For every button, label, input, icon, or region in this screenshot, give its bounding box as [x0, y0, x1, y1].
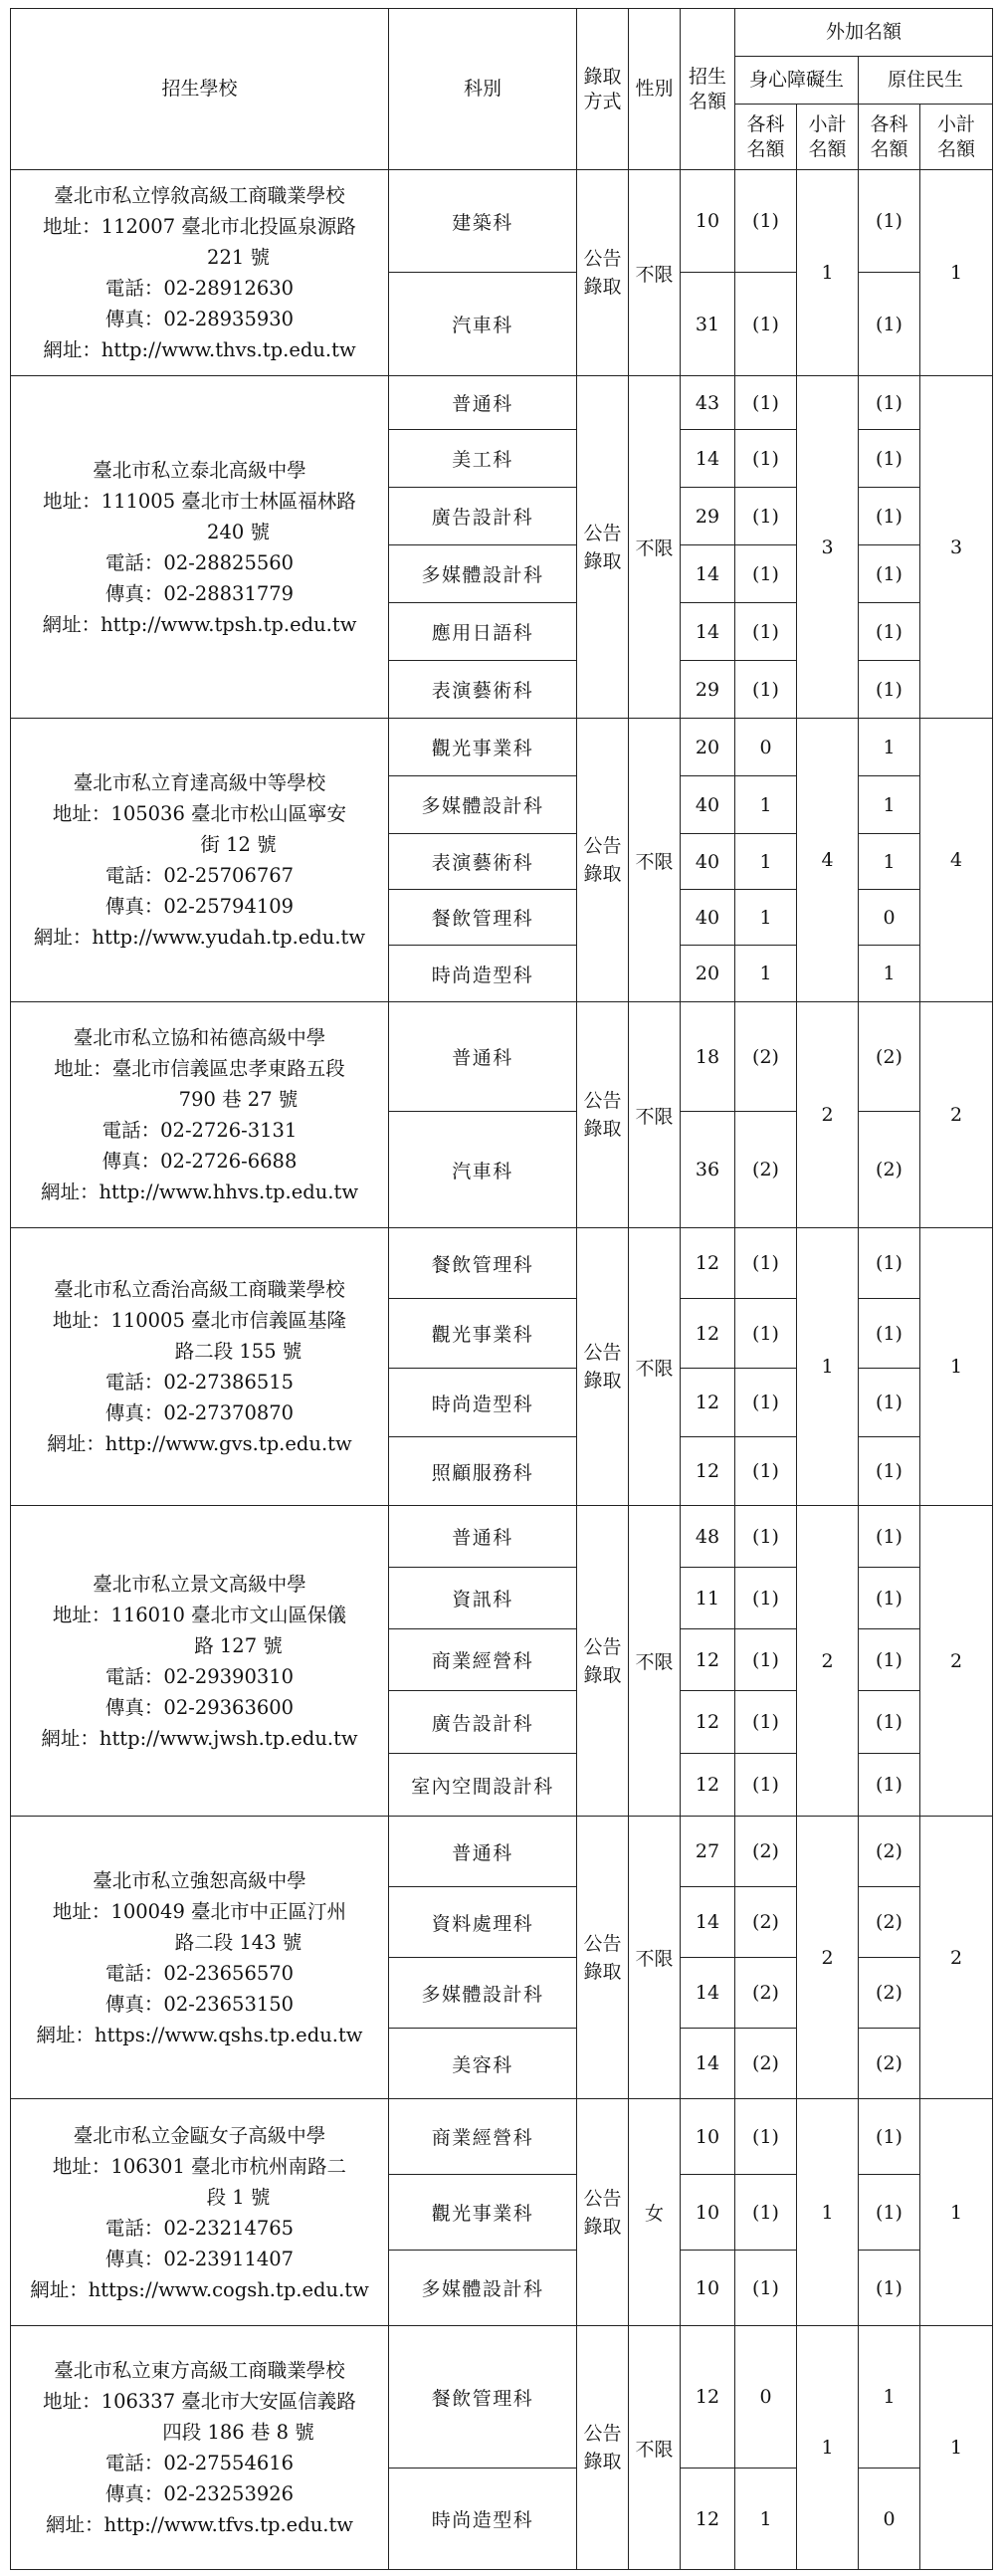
indigenous-quota: 0 — [859, 890, 920, 946]
indigenous-subtotal: 1 — [920, 2099, 993, 2326]
school-phone: 電話：02-2726-3131 — [101, 1119, 298, 1142]
school-fax: 傳真：02-28831779 — [104, 581, 295, 605]
dept-name: 多媒體設計科 — [389, 776, 577, 834]
indigenous-quota: (1) — [859, 1437, 920, 1506]
indigenous-quota: (1) — [859, 1754, 920, 1817]
school-info — [11, 1506, 389, 1817]
header-ind-subtotal: 小計 名額 — [920, 105, 993, 170]
school-website: 網址：http://www.tfvs.tp.edu.tw — [46, 2513, 353, 2536]
header-indigenous: 原住民生 — [859, 57, 993, 105]
quota: 12 — [681, 1691, 735, 1754]
table-row — [11, 2326, 993, 2469]
quota: 12 — [681, 1369, 735, 1437]
disabled-quota: 0 — [735, 2326, 797, 2469]
school-fax: 傳真：02-23253926 — [104, 2482, 295, 2505]
school-phone: 電話：02-23214765 — [104, 2216, 295, 2240]
school-address: 地址：臺北市信義區忠孝東路五段 — [54, 1057, 345, 1080]
disabled-quota: (2) — [735, 1887, 797, 1958]
indigenous-quota: (1) — [859, 1299, 920, 1369]
quota: 40 — [681, 834, 735, 890]
school-address-cont: 四段 186 巷 8 號 — [162, 2421, 314, 2444]
disabled-subtotal: 3 — [797, 376, 859, 719]
school-info — [11, 719, 389, 1002]
gender: 不限 — [629, 1817, 681, 2099]
quota: 14 — [681, 1958, 735, 2029]
school-info — [11, 1228, 389, 1506]
school-name: 臺北市私立喬治高級工商職業學校 — [54, 1278, 345, 1301]
school-address: 地址：100049 臺北市中正區汀州 — [52, 1899, 347, 1923]
school-website: 網址：https://www.cogsh.tp.edu.tw — [30, 2277, 369, 2301]
indigenous-quota: (1) — [859, 661, 920, 719]
school-fax: 傳真：02-29363600 — [104, 1695, 295, 1719]
indigenous-quota: (1) — [859, 1629, 920, 1691]
table-row — [11, 170, 993, 273]
quota: 11 — [681, 1568, 735, 1629]
disabled-quota: (1) — [735, 1568, 797, 1629]
table-row — [11, 1817, 993, 1887]
quota: 29 — [681, 661, 735, 719]
header-quota: 招生 名額 — [681, 9, 735, 170]
dept-name: 餐飲管理科 — [389, 1228, 577, 1299]
dept-name: 資訊科 — [389, 1568, 577, 1629]
dept-name: 餐飲管理科 — [389, 2326, 577, 2469]
quota: 12 — [681, 1228, 735, 1299]
school-address-cont: 路二段 155 號 — [174, 1340, 302, 1363]
gender: 不限 — [629, 376, 681, 719]
quota: 14 — [681, 2029, 735, 2099]
dept-name: 時尚造型科 — [389, 2469, 577, 2570]
admission-method: 公告 錄取 — [577, 1228, 629, 1506]
disabled-quota: (2) — [735, 1817, 797, 1887]
indigenous-quota: (1) — [859, 376, 920, 430]
indigenous-quota: 1 — [859, 834, 920, 890]
header-dept: 科別 — [389, 9, 577, 170]
table-row — [11, 1506, 993, 1568]
school-fax: 傳真：02-23911407 — [104, 2247, 295, 2270]
school-phone: 電話：02-28825560 — [104, 550, 295, 574]
quota: 20 — [681, 946, 735, 1002]
dept-name: 多媒體設計科 — [389, 545, 577, 603]
school-phone: 電話：02-27554616 — [104, 2452, 295, 2474]
dept-name: 汽車科 — [389, 273, 577, 376]
disabled-quota: (1) — [735, 2251, 797, 2326]
disabled-quota: (1) — [735, 2099, 797, 2175]
indigenous-quota: (2) — [859, 1817, 920, 1887]
school-info — [11, 1002, 389, 1228]
disabled-quota: (2) — [735, 1112, 797, 1228]
indigenous-quota: (2) — [859, 1002, 920, 1112]
indigenous-quota: (2) — [859, 2029, 920, 2099]
indigenous-quota: (2) — [859, 1887, 920, 1958]
school-address-cont: 街 12 號 — [200, 833, 277, 856]
quota: 18 — [681, 1002, 735, 1112]
quota: 40 — [681, 776, 735, 834]
school-website: 網址：http://www.hhvs.tp.edu.tw — [40, 1181, 359, 1203]
disabled-quota: (1) — [735, 273, 797, 376]
school-fax: 傳真：02-23653150 — [104, 1992, 295, 2016]
school-fax: 傳真：02-28935930 — [104, 308, 295, 330]
school-fax: 傳真：02-2726-6688 — [101, 1150, 298, 1173]
disabled-quota: (1) — [735, 1691, 797, 1754]
admission-method: 公告 錄取 — [577, 1506, 629, 1817]
dept-name: 商業經營科 — [389, 1629, 577, 1691]
indigenous-quota: (2) — [859, 1112, 920, 1228]
table-row — [11, 719, 993, 776]
quota: 12 — [681, 1629, 735, 1691]
dept-name: 時尚造型科 — [389, 946, 577, 1002]
disabled-quota: (1) — [735, 2175, 797, 2251]
admission-table — [10, 8, 993, 2570]
dept-name: 表演藝術科 — [389, 661, 577, 719]
school-info — [11, 2099, 389, 2326]
indigenous-quota: (1) — [859, 545, 920, 603]
school-address: 地址：111005 臺北市士林區福林路 — [43, 489, 356, 513]
dept-name: 汽車科 — [389, 1112, 577, 1228]
dept-name: 商業經營科 — [389, 2099, 577, 2175]
school-address: 地址：105036 臺北市松山區寧安 — [52, 802, 347, 825]
quota: 10 — [681, 2175, 735, 2251]
indigenous-quota: 1 — [859, 2326, 920, 2469]
quota: 14 — [681, 603, 735, 661]
indigenous-subtotal: 1 — [920, 170, 993, 376]
disabled-quota: (1) — [735, 1754, 797, 1817]
dept-name: 普通科 — [389, 1002, 577, 1112]
disabled-quota: (1) — [735, 170, 797, 273]
admission-method: 公告 錄取 — [577, 2099, 629, 2326]
school-info — [11, 1817, 389, 2099]
disabled-subtotal: 1 — [797, 2326, 859, 2570]
admission-method: 公告 錄取 — [577, 2326, 629, 2570]
dept-name: 表演藝術科 — [389, 834, 577, 890]
school-website: 網址：http://www.tpsh.tp.edu.tw — [42, 612, 357, 636]
disabled-quota: (2) — [735, 1958, 797, 2029]
dept-name: 餐飲管理科 — [389, 890, 577, 946]
school-phone: 電話：02-28912630 — [104, 277, 295, 300]
header-gender: 性別 — [629, 9, 681, 170]
school-info — [11, 376, 389, 719]
school-phone: 電話：02-27386515 — [104, 1371, 295, 1394]
indigenous-quota: (1) — [859, 2099, 920, 2175]
disabled-quota: (1) — [735, 1506, 797, 1568]
quota: 36 — [681, 1112, 735, 1228]
school-address-cont: 段 1 號 — [206, 2185, 271, 2209]
dept-name: 廣告設計科 — [389, 488, 577, 545]
disabled-quota: (1) — [735, 430, 797, 488]
quota: 12 — [681, 1299, 735, 1369]
dept-name: 普通科 — [389, 1817, 577, 1887]
school-address: 地址：110005 臺北市信義區基隆 — [52, 1309, 347, 1332]
school-website: 網址：http://www.thvs.tp.edu.tw — [43, 338, 356, 361]
dept-name: 多媒體設計科 — [389, 1958, 577, 2029]
indigenous-quota: (1) — [859, 1369, 920, 1437]
header-method: 錄取 方式 — [577, 9, 629, 170]
dept-name: 照顧服務科 — [389, 1437, 577, 1506]
disabled-quota: (2) — [735, 1002, 797, 1112]
quota: 43 — [681, 376, 735, 430]
dept-name: 多媒體設計科 — [389, 2251, 577, 2326]
disabled-quota: (1) — [735, 1437, 797, 1506]
school-address-cont: 路 127 號 — [194, 1633, 283, 1657]
indigenous-quota: (2) — [859, 1958, 920, 2029]
header-extra: 外加名額 — [735, 9, 993, 57]
indigenous-quota: (1) — [859, 488, 920, 545]
admission-method: 公告 錄取 — [577, 1002, 629, 1228]
header-dis-subtotal: 小計 名額 — [797, 105, 859, 170]
school-phone: 電話：02-23656570 — [104, 1961, 295, 1985]
disabled-quota: 1 — [735, 776, 797, 834]
school-name: 臺北市私立景文高級中學 — [93, 1572, 306, 1596]
quota: 10 — [681, 170, 735, 273]
table-row — [11, 1228, 993, 1299]
quota: 12 — [681, 1754, 735, 1817]
school-website: 網址：http://www.jwsh.tp.edu.tw — [41, 1726, 358, 1750]
dept-name: 觀光事業科 — [389, 719, 577, 776]
indigenous-subtotal: 4 — [920, 719, 993, 1002]
indigenous-quota: (1) — [859, 430, 920, 488]
indigenous-quota: (1) — [859, 2175, 920, 2251]
disabled-subtotal: 2 — [797, 1817, 859, 2099]
school-address: 地址：106337 臺北市大安區信義路 — [43, 2390, 356, 2413]
dept-name: 美容科 — [389, 2029, 577, 2099]
quota: 14 — [681, 1887, 735, 1958]
gender: 不限 — [629, 1506, 681, 1817]
quota: 20 — [681, 719, 735, 776]
indigenous-quota: 1 — [859, 776, 920, 834]
quota: 12 — [681, 1437, 735, 1506]
dept-name: 室內空間設計科 — [389, 1754, 577, 1817]
school-address-cont: 路二段 143 號 — [174, 1930, 302, 1954]
admission-method: 公告 錄取 — [577, 170, 629, 376]
school-info — [11, 170, 389, 376]
quota: 14 — [681, 430, 735, 488]
indigenous-quota: (1) — [859, 1691, 920, 1754]
dept-name: 應用日語科 — [389, 603, 577, 661]
school-website: 網址：http://www.gvs.tp.edu.tw — [47, 1432, 352, 1455]
quota: 10 — [681, 2251, 735, 2326]
school-name: 臺北市私立金甌女子高級中學 — [73, 2123, 326, 2147]
quota: 40 — [681, 890, 735, 946]
gender: 不限 — [629, 719, 681, 1002]
disabled-quota: (1) — [735, 488, 797, 545]
disabled-quota: (1) — [735, 1369, 797, 1437]
gender: 女 — [629, 2099, 681, 2326]
indigenous-subtotal: 1 — [920, 1228, 993, 1506]
disabled-quota: (1) — [735, 1629, 797, 1691]
school-name: 臺北市私立東方高級工商職業學校 — [54, 2359, 345, 2382]
quota: 31 — [681, 273, 735, 376]
disabled-quota: 0 — [735, 719, 797, 776]
disabled-subtotal: 1 — [797, 170, 859, 376]
gender: 不限 — [629, 2326, 681, 2570]
school-name: 臺北市私立育達高級中等學校 — [73, 771, 326, 794]
quota: 12 — [681, 2326, 735, 2469]
admission-method: 公告 錄取 — [577, 719, 629, 1002]
gender: 不限 — [629, 1002, 681, 1228]
school-info — [11, 2326, 389, 2570]
gender: 不限 — [629, 170, 681, 376]
table-row — [11, 2099, 993, 2175]
school-website: 網址：http://www.yudah.tp.edu.tw — [33, 926, 366, 949]
dept-name: 觀光事業科 — [389, 1299, 577, 1369]
indigenous-subtotal: 2 — [920, 1002, 993, 1228]
disabled-quota: (1) — [735, 1299, 797, 1369]
disabled-quota: (1) — [735, 603, 797, 661]
dept-name: 觀光事業科 — [389, 2175, 577, 2251]
header-school: 招生學校 — [11, 9, 389, 170]
disabled-quota: (2) — [735, 2029, 797, 2099]
indigenous-quota: (1) — [859, 273, 920, 376]
indigenous-quota: (1) — [859, 1568, 920, 1629]
table-header — [11, 9, 993, 170]
dept-name: 資料處理科 — [389, 1887, 577, 1958]
header-disabled: 身心障礙生 — [735, 57, 859, 105]
disabled-quota: (1) — [735, 376, 797, 430]
quota: 27 — [681, 1817, 735, 1887]
table-row — [11, 376, 993, 430]
dept-name: 時尚造型科 — [389, 1369, 577, 1437]
school-address-cont: 221 號 — [207, 246, 270, 269]
header-ind-each: 各科 名額 — [859, 105, 920, 170]
indigenous-quota: (1) — [859, 1228, 920, 1299]
table-row — [11, 1002, 993, 1112]
dept-name: 美工科 — [389, 430, 577, 488]
school-website: 網址：https://www.qshs.tp.edu.tw — [36, 2023, 363, 2046]
dept-name: 普通科 — [389, 376, 577, 430]
disabled-quota: 1 — [735, 834, 797, 890]
school-fax: 傳真：02-25794109 — [104, 895, 295, 918]
indigenous-quota: (1) — [859, 170, 920, 273]
header-dis-each: 各科 名額 — [735, 105, 797, 170]
indigenous-subtotal: 1 — [920, 2326, 993, 2570]
quota: 12 — [681, 2469, 735, 2570]
table-body — [11, 170, 993, 2570]
dept-name: 廣告設計科 — [389, 1691, 577, 1754]
dept-name: 普通科 — [389, 1506, 577, 1568]
disabled-subtotal: 2 — [797, 1506, 859, 1817]
school-fax: 傳真：02-27370870 — [104, 1401, 295, 1424]
school-name: 臺北市私立惇敘高級工商職業學校 — [54, 184, 345, 207]
gender: 不限 — [629, 1228, 681, 1506]
disabled-quota: 1 — [735, 2469, 797, 2570]
school-name: 臺北市私立強恕高級中學 — [93, 1868, 306, 1892]
indigenous-quota: 1 — [859, 946, 920, 1002]
quota: 48 — [681, 1506, 735, 1568]
quota: 10 — [681, 2099, 735, 2175]
school-name: 臺北市私立泰北高級中學 — [93, 458, 306, 482]
disabled-subtotal: 4 — [797, 719, 859, 1002]
disabled-quota: 1 — [735, 890, 797, 946]
indigenous-subtotal: 3 — [920, 376, 993, 719]
school-address: 地址：112007 臺北市北投區泉源路 — [43, 215, 356, 238]
indigenous-quota: (1) — [859, 1506, 920, 1568]
dept-name: 建築科 — [389, 170, 577, 273]
disabled-quota: (1) — [735, 545, 797, 603]
disabled-quota: (1) — [735, 661, 797, 719]
indigenous-quota: (1) — [859, 2251, 920, 2326]
disabled-subtotal: 1 — [797, 1228, 859, 1506]
quota: 29 — [681, 488, 735, 545]
school-address: 地址：116010 臺北市文山區保儀 — [52, 1603, 347, 1626]
admission-method: 公告 錄取 — [577, 376, 629, 719]
indigenous-quota: 1 — [859, 719, 920, 776]
school-address-cont: 790 巷 27 號 — [178, 1088, 299, 1111]
disabled-quota: 1 — [735, 946, 797, 1002]
quota: 14 — [681, 545, 735, 603]
indigenous-quota: 0 — [859, 2469, 920, 2570]
school-name: 臺北市私立協和祐德高級中學 — [73, 1026, 326, 1049]
school-address: 地址：106301 臺北市杭州南路二 — [52, 2154, 347, 2178]
school-phone: 電話：02-29390310 — [104, 1664, 295, 1688]
indigenous-subtotal: 2 — [920, 1817, 993, 2099]
admission-method: 公告 錄取 — [577, 1817, 629, 2099]
indigenous-subtotal: 2 — [920, 1506, 993, 1817]
indigenous-quota: (1) — [859, 603, 920, 661]
school-phone: 電話：02-25706767 — [104, 864, 295, 887]
disabled-subtotal: 2 — [797, 1002, 859, 1228]
disabled-quota: (1) — [735, 1228, 797, 1299]
disabled-subtotal: 1 — [797, 2099, 859, 2326]
school-address-cont: 240 號 — [207, 520, 270, 543]
